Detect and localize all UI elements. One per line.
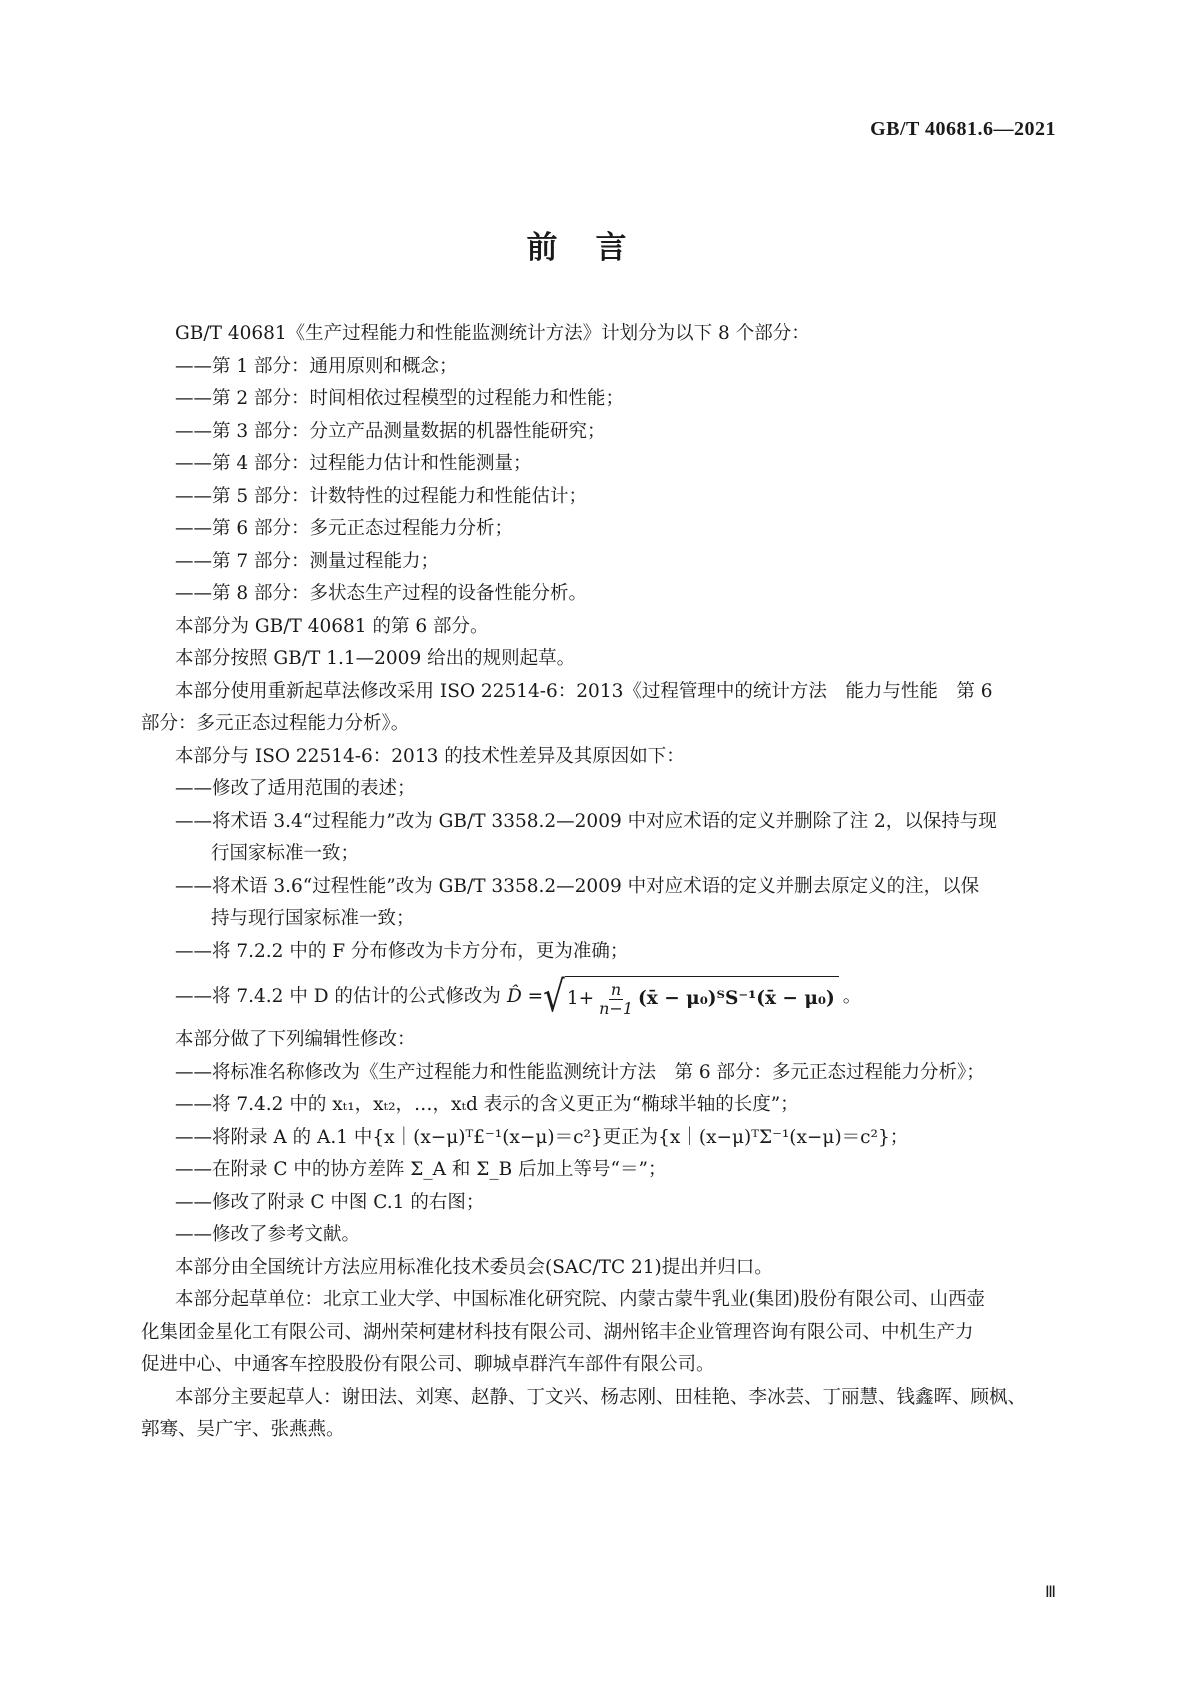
list-item: ——第 1 部分：通用原则和概念； xyxy=(175,355,458,377)
list-item: ——修改了适用范围的表述； xyxy=(175,778,416,799)
list-item: ——修改了附录 C 中图 C.1 的右图； xyxy=(175,1191,485,1213)
fraction-denominator: n−1 xyxy=(599,999,633,1018)
formula-body: (x̄ − μ₀)ᵀS⁻¹(x̄ − μ₀) xyxy=(638,988,835,1010)
diff-intro: 本部分与 ISO 22514-6：2013 的技术性差异及其原因如下： xyxy=(175,745,685,767)
drafters: 本部分主要起草人：谢田法、刘寒、赵静、丁文兴、杨志刚、田桂艳、李冰芸、丁丽慧、钱鑫晖、顾枫、 xyxy=(175,1386,1027,1408)
list-item: ——第 4 部分：过程能力估计和性能测量； xyxy=(175,453,532,474)
formula-end: 。 xyxy=(842,985,862,1007)
parts-list xyxy=(175,351,1058,611)
formula-one: 1+ xyxy=(566,988,595,1010)
radical-icon: √ xyxy=(543,972,565,1022)
intro-paragraph: GB/T 40681《生产过程能力和性能监测统计方法》计划分为以下 8 个部分： xyxy=(175,323,810,344)
paragraph: 本部分按照 GB/T 1.1—2009 给出的规则起草。 xyxy=(175,648,576,669)
list-item-continuation: 持与现行国家标准一致； xyxy=(211,908,415,929)
fraction xyxy=(597,981,635,1018)
list-item: ——将附录 A 的 A.1 中{x｜(x−μ)ᵀ£⁻¹(x−μ)＝c²}更正为{x｜(x−μ)ᵀΣ⁻¹(x−μ)＝c²}； xyxy=(175,1126,909,1148)
list-item: ——修改了参考文献。 xyxy=(175,1224,361,1245)
edit-intro: 本部分做了下列编辑性修改： xyxy=(175,1029,416,1050)
foreword-body xyxy=(141,318,1058,1447)
paragraph: 本部分由全国统计方法应用标准化技术委员会(SAC/TC 21)提出并归口。 xyxy=(175,1256,773,1278)
page-number: Ⅲ xyxy=(1044,1584,1056,1601)
list-item: ——将术语 3.6“过程性能”改为 GB/T 3358.2—2009 中对应术语的定义并删去原定义的注，以保 xyxy=(175,875,980,897)
drafting-units: 本部分起草单位：北京工业大学、中国标准化研究院、内蒙古蒙牛乳业(集团)股份有限公司、山西壶 xyxy=(175,1289,985,1310)
list-item: ——将标准名称修改为《生产过程能力和性能监测统计方法 第 6 部分：多元正态过程能力分析》； xyxy=(175,1061,985,1083)
list-item: ——第 7 部分：测量过程能力； xyxy=(175,550,440,572)
drafting-units-continuation: 促进中心、中通客车控股股份有限公司、聊城卓群汽车部件有限公司。 xyxy=(141,1354,715,1375)
formula-line xyxy=(175,972,1058,1022)
list-item: ——第 2 部分：时间相依过程模型的过程能力和性能； xyxy=(175,388,625,409)
list-item: ——在附录 C 中的协方差阵 Σ_A 和 Σ_B 后加上等号“＝”； xyxy=(175,1159,667,1180)
fraction-numerator: n xyxy=(610,980,622,999)
list-item: ——将 7.2.2 中的 F 分布修改为卡方分布，更为准确； xyxy=(175,940,629,962)
paragraph: 本部分为 GB/T 40681 的第 6 部分。 xyxy=(175,615,489,637)
standard-code: GB/T 40681.6—2021 xyxy=(870,118,1056,140)
paragraph: 本部分使用重新起草法修改采用 ISO 22514-6：2013《过程管理中的统计方法 能力与性能 第 6 xyxy=(175,680,993,702)
formula-lhs: D̂ = xyxy=(506,985,544,1007)
list-item: ——第 8 部分：多状态生产过程的设备性能分析。 xyxy=(175,583,588,604)
list-item: ——第 5 部分：计数特性的过程能力和性能估计； xyxy=(175,485,588,507)
list-item-continuation: 行国家标准一致； xyxy=(211,843,360,864)
page-title: 前言 xyxy=(526,230,665,266)
list-item: ——将术语 3.4“过程能力”改为 GB/T 3358.2—2009 中对应术语的定义并删除了注 2，以保持与现 xyxy=(175,810,997,832)
list-item: ——第 6 部分：多元正态过程能力分析； xyxy=(175,518,514,539)
sqrt-expression xyxy=(543,972,839,1022)
list-item: ——将 7.4.2 中的 xₜ₁，xₜ₂，…，xₜd 表示的含义更正为“椭球半轴的长度”； xyxy=(175,1094,799,1115)
drafters-continuation: 郭骞、吴广宇、张燕燕。 xyxy=(141,1419,345,1440)
drafting-units-continuation: 化集团金星化工有限公司、湖州荣柯建材科技有限公司、湖州铭丰企业管理咨询有限公司、中机生产力 xyxy=(141,1321,974,1343)
list-item: ——第 3 部分：分立产品测量数据的机器性能研究； xyxy=(175,420,606,442)
paragraph-continuation: 部分：多元正态过程能力分析》。 xyxy=(141,713,410,734)
formula-prefix: ——将 7.4.2 中 D 的估计的公式修改为 xyxy=(175,985,501,1007)
